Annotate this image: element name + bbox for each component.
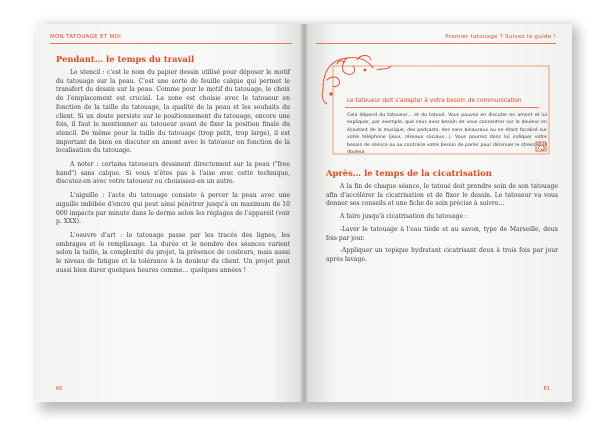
callout-title: Le tatoueur doit s'adapter à votre besoin de communication — [347, 98, 522, 104]
left-running-header: MON TATOUAGE ET MOI — [50, 34, 122, 40]
right-content — [326, 168, 558, 269]
left-content — [56, 54, 290, 280]
paragraph-appliquer: -Appliquer un topique hydratant cicatrisant deux à trois fois par jour après lavage. — [326, 247, 558, 263]
paragraph-a-faire: A faire jusqu'à cicatrisation du tatouage : — [340, 213, 468, 221]
left-page — [36, 24, 304, 402]
right-page-number: 61 — [543, 386, 550, 392]
callout-title-rule — [345, 107, 539, 108]
section-title-apres: Après… le temps de la cicatrisation — [326, 168, 492, 178]
paragraph-stencil: Le stencil : c'est le nom du papier dessin utilisé pour déposer le motif du tatouage sur la peau. C'est une sorte de feuille calque qui permet le transfert du dessin sur la peau. Comme pour le motif du tatouage, le choix de l'emplacement est crucial. La zone est choisie avec le tatoueur en fonction de la taille du tatouage, la qualité de la peau et les souhaits du client. Si un doute persiste sur le positionnement du tatouage, encore une fois, il faut le mentionner au tatoueur avant de fixer la position finale du stencil. De même pour la taille du tatouage (trop petit, trop large), il est important de bien en discuter en amont avec le tatoueur en fonction de la localisation du tatouage. — [56, 69, 290, 155]
ornamental-corner-flourish-icon — [322, 56, 391, 105]
left-page-number: 60 — [56, 386, 63, 392]
callout-box — [317, 50, 555, 160]
paragraph-oeuvre-art: L'oeuvre d'art : le tatouage passe par les tracés des lignes, les ombrages et le remplissage. La durée et le nombre des séances varient selon la taille, la complexité du projet, la présence de couleurs, mais aussi le niveau de fatigue et la tolérance à la douleur du client. Un projet peut aussi bien durer quelques heures comme… quelques années ! — [56, 231, 290, 274]
paragraph-laver: -Laver le tatouage à l'eau tiède et au savon, type de Marseille, deux fois par jour. — [326, 225, 558, 242]
right-header-rule — [316, 43, 556, 44]
right-page — [304, 24, 572, 402]
paragraph-fin-seance: A la fin de chaque séance, le tatoué doit prendre soin de son tatouage afin d'accélérer la cicatrisation et de fixer le dessin. Le tatoueur va vous donner ses conseils et une fiche de soin précise à suivre… — [326, 183, 558, 208]
paragraph-a-noter: A noter : certains tatoueurs dessinent directement sur la peau ("free hand") sans calque. Si vous n'êtes pas à l'aise avec cette technique, discutez-en avec votre tatoueur ou choisissez-en un autre. — [56, 161, 290, 186]
right-running-header: Premier tatouage ? Suivez le guide ! — [445, 34, 556, 40]
paragraph-aiguille: L'aiguille : l'acte du tatouage consiste à percer la peau avec une aiguille imbibée d'encre qui peut ainsi pénétrer jusqu'à un maximum de 10 000 impacts par minute dans le derme selon les réglages de l'appareil (voir p. XXX). — [56, 192, 290, 226]
left-header-rule — [50, 43, 292, 44]
callout-text: Cela dépend du tatoueur… et du tatoué. Vous pouvez en discuter en amont et lui expliquer, par exemple, que vous avez besoin de vous concentrer sur la douleur en écoutant de la musique, des podcasts, des sons binauraux ou en étant focalisé sur votre téléphone (jeux, réseaux sociaux…). Vous pourrez donc lui indiquer votre besoin de silence ou au contraire votre besoin de parler pour diminuer le stress et la douleur. — [347, 113, 547, 156]
section-title-pendant: Pendant… le temps du travail — [56, 54, 195, 64]
book-gutter — [300, 24, 308, 402]
